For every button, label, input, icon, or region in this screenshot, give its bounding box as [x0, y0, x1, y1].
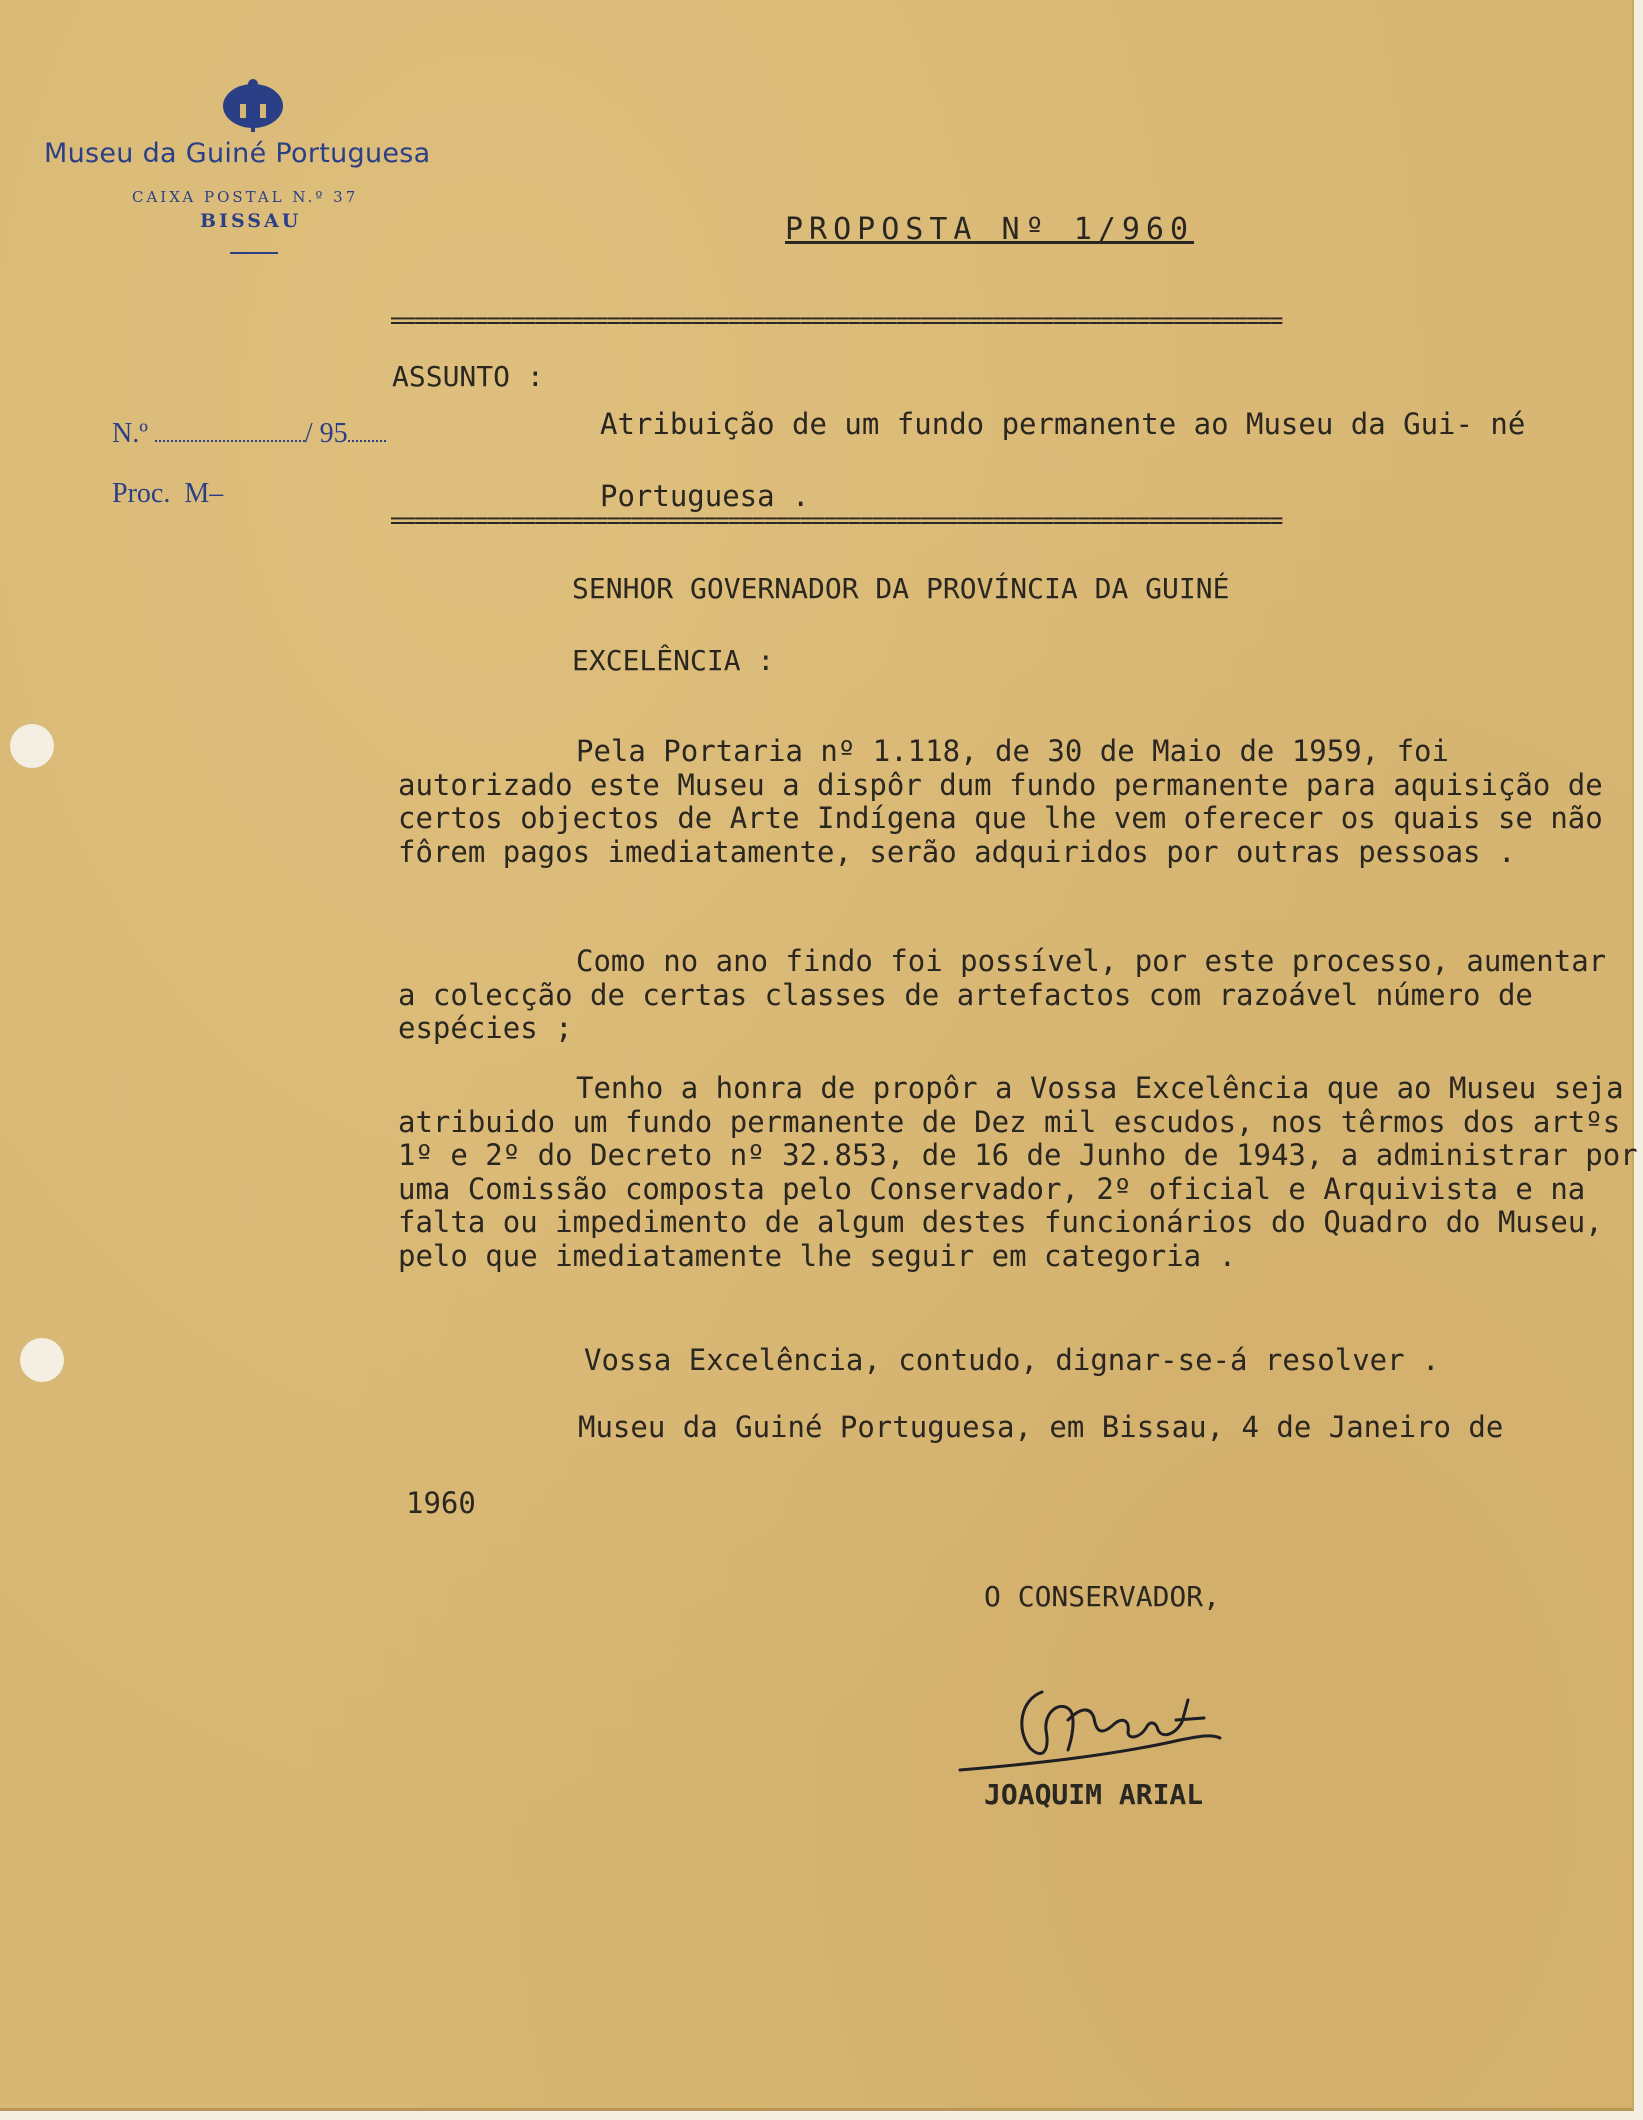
proposal-title: PROPOSTA Nº 1/960 — [785, 212, 1195, 247]
blank-field — [348, 420, 386, 442]
process-reference — [112, 478, 223, 510]
coat-of-arms-icon — [218, 76, 288, 134]
number-label: N.º — [112, 418, 148, 449]
punch-hole — [10, 724, 54, 768]
body-paragraph: Tenho a honra de propôr a Vossa Excelência que ao Museu seja atribuido um fundo permanente de Dez mil escudos, nos têrmos dos artºs 1º e 2º do Decreto nº 32.853, de 16 de Junho de 1943, a administrar por uma Comissão composta pelo Conservador, 2º oficial e Arquivista e na falta ou impedimento de algum destes funcionários do Quadro do Museu, pelo que imediatamente lhe seguir em categoria . — [398, 1071, 1638, 1273]
addressee: SENHOR GOVERNADOR DA PROVÍNCIA DA GUINÉ — [572, 572, 1230, 605]
museum-name: Museu da Guiné Portuguesa — [44, 138, 431, 169]
punch-hole — [20, 1338, 64, 1382]
city-name: BISSAU — [200, 210, 302, 232]
blank-field — [155, 420, 305, 442]
signatory-title: O CONSERVADOR, — [984, 1580, 1221, 1613]
subject-label: ASSUNTO : — [392, 360, 544, 393]
subject-text: Atribuição de um fundo permanente ao Museu da Gui- né Portuguesa . — [600, 407, 1526, 513]
handwritten-signature — [950, 1660, 1270, 1790]
divider — [230, 252, 278, 254]
separator-line: ========================================================================== — [390, 308, 1282, 334]
place-date: Museu da Guiné Portuguesa, em Bissau, 4 de Janeiro de — [578, 1410, 1504, 1444]
year: 1960 — [406, 1486, 476, 1520]
body-paragraph: Como no ano findo foi possível, por este processo, aumentar a colecção de certas classes de artefactos com razoável número de espécies ; — [398, 944, 1607, 1045]
proc-value: M– — [184, 478, 224, 509]
closing-line: Vossa Excelência, contudo, dignar-se-á resolver . — [584, 1343, 1440, 1377]
body-paragraph: Pela Portaria nº 1.118, de 30 de Maio de 1959, foi autorizado este Museu a dispôr dum fundo permanente para aquisição de certos objectos de Arte Indígena que lhe vem oferecer os quais se não fôrem pagos imediatamente, serão adquiridos por outras pessoas . — [398, 734, 1603, 869]
postal-box: CAIXA POSTAL N.º 37 — [132, 188, 359, 206]
number-suffix: / 95 — [304, 418, 348, 449]
signatory-name: JOAQUIM ARIAL — [984, 1778, 1204, 1811]
salutation: EXCELÊNCIA : — [572, 644, 775, 677]
proc-label: Proc. — [112, 478, 171, 509]
separator-line: ========================================================================== — [390, 508, 1282, 534]
reference-number — [112, 418, 386, 450]
